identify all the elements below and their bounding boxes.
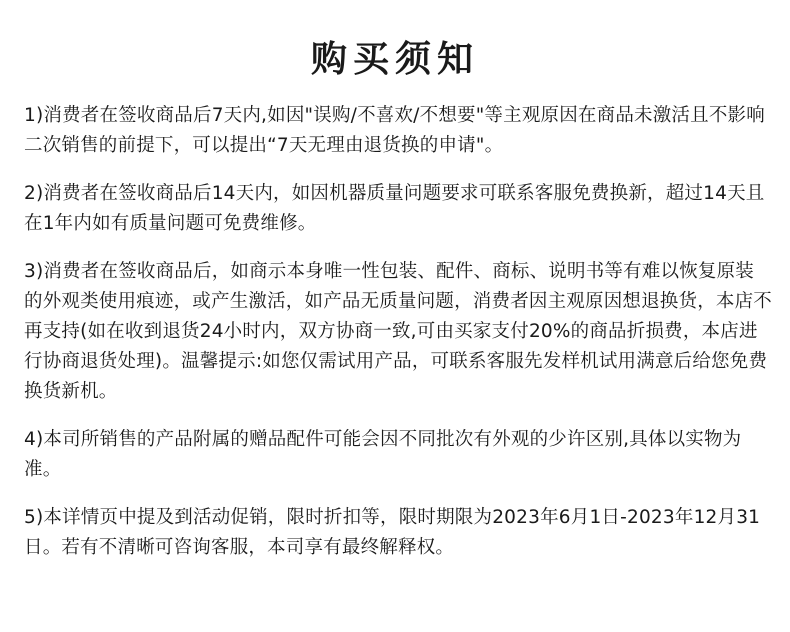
clause-3: 3)消费者在签收商品后，如商示本身唯一性包装、配件、商标、说明书等有难以恢复原装的外观类使用痕迹，或产生激活，如产品无质量问题，消费者因主观原因想退换货，本店不再支持(如在收到退货24小时内，双方协商一致,可由买家支付20%的商品折损费，本店进行协商退货处理)。温馨提示:如您仅需试用产品，可联系客服先发样机试用满意后给您免费换货新机。 bbox=[24, 261, 773, 402]
clause-5: 5)本详情页中提及到活动促销，限时折扣等，限时期限为2023年6月1日-2023年12月31日。若有不清晰可咨询客服，本司享有最终解释权。 bbox=[24, 507, 761, 558]
clause-4: 4)本司所销售的产品附属的赠品配件可能会因不同批次有外观的少许区别,具体以实物为准。 bbox=[24, 429, 742, 480]
clause-list bbox=[24, 101, 772, 563]
clause-1: 1)消费者在签收商品后7天内,如因"误购/不喜欢/不想要"等主观原因在商品未激活且不影响二次销售的前提下，可以提出“7天无理由退货换的申请"。 bbox=[24, 105, 765, 156]
page-title: 购买须知 bbox=[310, 39, 479, 80]
clause-2: 2)消费者在签收商品后14天内，如因机器质量问题要求可联系客服免费换新，超过14天且在1年内如有质量问题可免费维修。 bbox=[24, 183, 765, 234]
